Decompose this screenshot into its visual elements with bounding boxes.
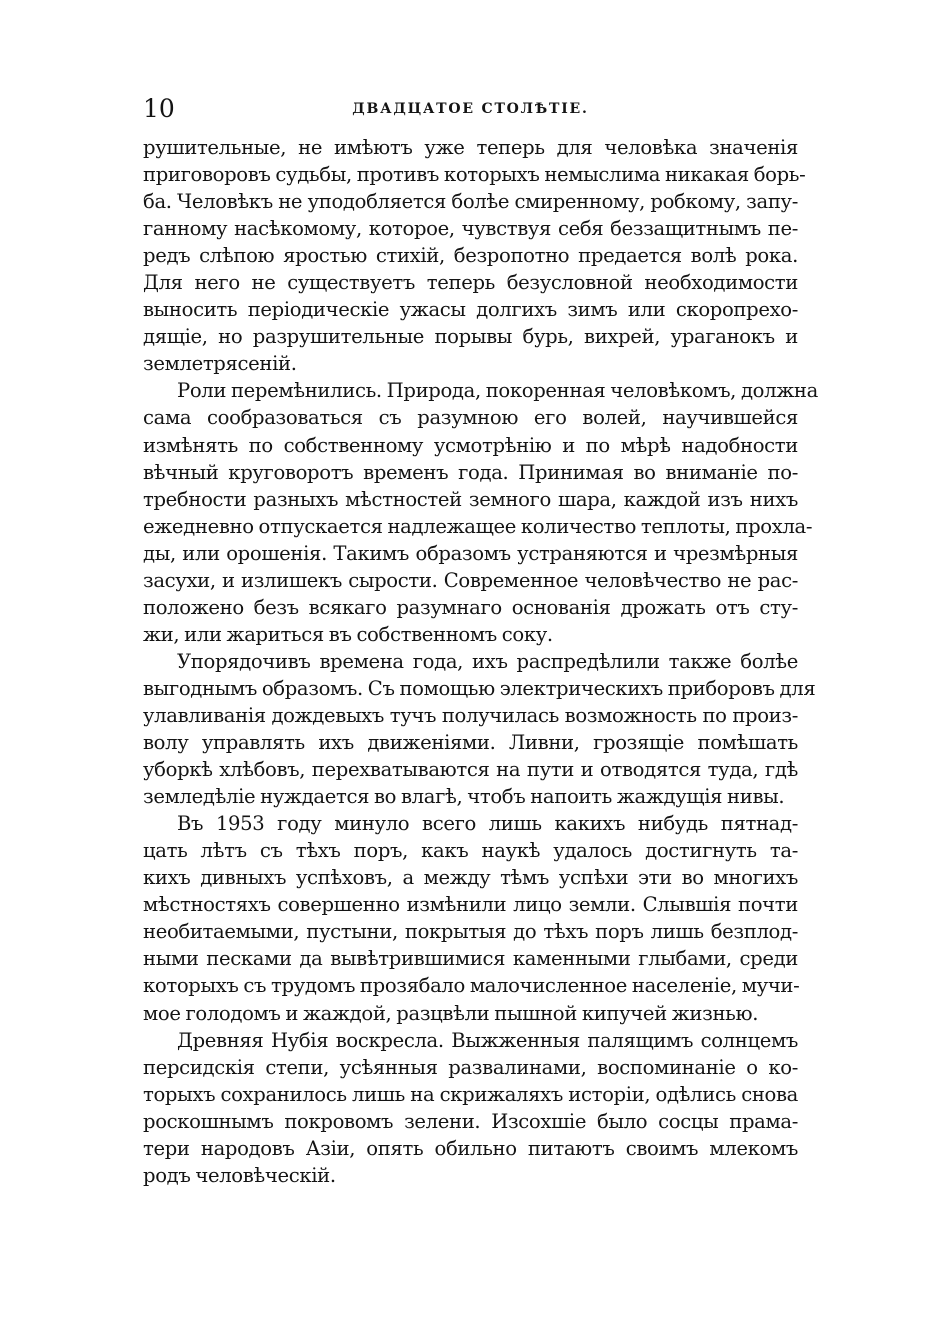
text-line: ными песками да вывѣтрившимися каменными глыбами, среди bbox=[143, 947, 798, 971]
text-line: Для него не существуетъ теперь безусловной необходимости bbox=[143, 271, 798, 295]
text-line: положено безъ всякаго разумнаго основанія дрожать отъ сту- bbox=[143, 595, 798, 619]
text-line: мое голодомъ и жаждой, разцвѣли пышной кипучей жизнью. bbox=[143, 1001, 759, 1025]
text-line: роскошнымъ покровомъ зелени. Изсохшіе было сосцы прама- bbox=[143, 1109, 798, 1133]
text-line: засухи, и излишекъ сырости. Современное человѣчество не рас- bbox=[143, 568, 798, 592]
text-line: вѣчный круговоротъ временъ года. Принимая во вниманіе по- bbox=[143, 460, 798, 484]
text-line: ды, или орошенія. Такимъ образомъ устраняются и чрезмѣрныя bbox=[143, 541, 798, 565]
text-line: выгоднымъ образомъ. Съ помощью электрическихъ приборовъ для bbox=[143, 676, 816, 700]
paragraph bbox=[143, 377, 818, 647]
text-line: ганному насѣкомому, которое, чувствуя себя беззащитнымъ пе- bbox=[143, 217, 798, 241]
text-line: мѣстностяхъ совершенно измѣнили лицо земли. Слывшія почти bbox=[143, 893, 798, 917]
text-line: цать лѣтъ съ тѣхъ поръ, какъ наукѣ удалось достигнуть та- bbox=[143, 839, 798, 863]
text-line: приговоровъ судьбы, противъ которыхъ немыслима никакая борь- bbox=[143, 163, 806, 187]
body-text bbox=[143, 134, 818, 1189]
text-line: тери народовъ Азіи, опять обильно питаютъ своимъ млекомъ bbox=[143, 1136, 798, 1160]
text-line: улавливанія дождевыхъ тучъ получилась возможность по произ- bbox=[143, 703, 798, 727]
text-line: сама сообразоваться съ разумною его волей, научившейся bbox=[143, 406, 798, 430]
text-line: дящіе, но разрушительные порывы бурь, вихрей, ураганокъ и bbox=[143, 325, 798, 349]
paragraph bbox=[143, 810, 798, 1026]
running-title: ДВАДЦАТОЕ СТОЛѢТІЕ. bbox=[352, 101, 589, 117]
text-line: торыхъ сохранилось лишь на скрижаляхъ исторіи, одѣлись снова bbox=[143, 1082, 798, 1106]
paragraph bbox=[143, 1027, 798, 1189]
paragraph bbox=[143, 648, 816, 810]
text-line: родъ человѣческій. bbox=[143, 1163, 336, 1187]
text-line: Въ 1953 году минуло всего лишь какихъ нибудь пятнад- bbox=[177, 812, 798, 836]
text-line: жи, или жариться въ собственномъ соку. bbox=[143, 622, 553, 646]
page-number: 10 bbox=[143, 94, 175, 123]
text-line: ежедневно отпускается надлежащее количество теплоты, прохла- bbox=[143, 514, 813, 538]
text-line: Древняя Нубія воскресла. Выжженныя палящимъ солнцемъ bbox=[177, 1028, 798, 1052]
text-line: необитаемыми, пустыни, покрытыя до тѣхъ поръ лишь безплод- bbox=[143, 920, 798, 944]
text-line: волу управлять ихъ движеніями. Ливни, грозящіе помѣшать bbox=[143, 731, 798, 755]
paragraph bbox=[143, 134, 806, 377]
text-line: землетрясеній. bbox=[143, 352, 297, 376]
page-header bbox=[143, 92, 798, 126]
text-line: ба. Человѣкъ не уподобляется болѣе смиренному, робкому, запу- bbox=[143, 190, 798, 214]
text-line: измѣнять по собственному усмотрѣнію и по мѣрѣ надобности bbox=[143, 433, 798, 457]
text-line: персидскія степи, усѣянныя развалинами, воспоминаніе о ко- bbox=[143, 1055, 798, 1079]
text-line: Упорядочивъ времена года, ихъ распредѣлили также болѣе bbox=[177, 649, 798, 673]
text-line: кихъ дивныхъ успѣховъ, а между тѣмъ успѣхи эти во многихъ bbox=[143, 866, 798, 890]
text-line: рушительные, не имѣютъ уже теперь для человѣка значенія bbox=[143, 136, 798, 159]
text-line: выносить періодическіе ужасы долгихъ зимъ или скоропрехо- bbox=[143, 298, 798, 322]
text-line: которыхъ съ трудомъ прозябало малочисленное населеніе, мучи- bbox=[143, 974, 800, 998]
text-line: Роли перемѣнились. Природа, покоренная человѣкомъ, должна bbox=[177, 379, 818, 403]
text-line: уборкѣ хлѣбовъ, перехватываются на пути и отводятся туда, гдѣ bbox=[143, 758, 798, 782]
text-line: редъ слѣпою яростью стихій, безропотно предается волѣ рока. bbox=[143, 244, 798, 268]
text-line: земледѣліе нуждается во влагѣ, чтобъ напоить жаждущія нивы. bbox=[143, 785, 785, 809]
text-line: требности разныхъ мѣстностей земного шара, каждой изъ нихъ bbox=[143, 487, 798, 511]
